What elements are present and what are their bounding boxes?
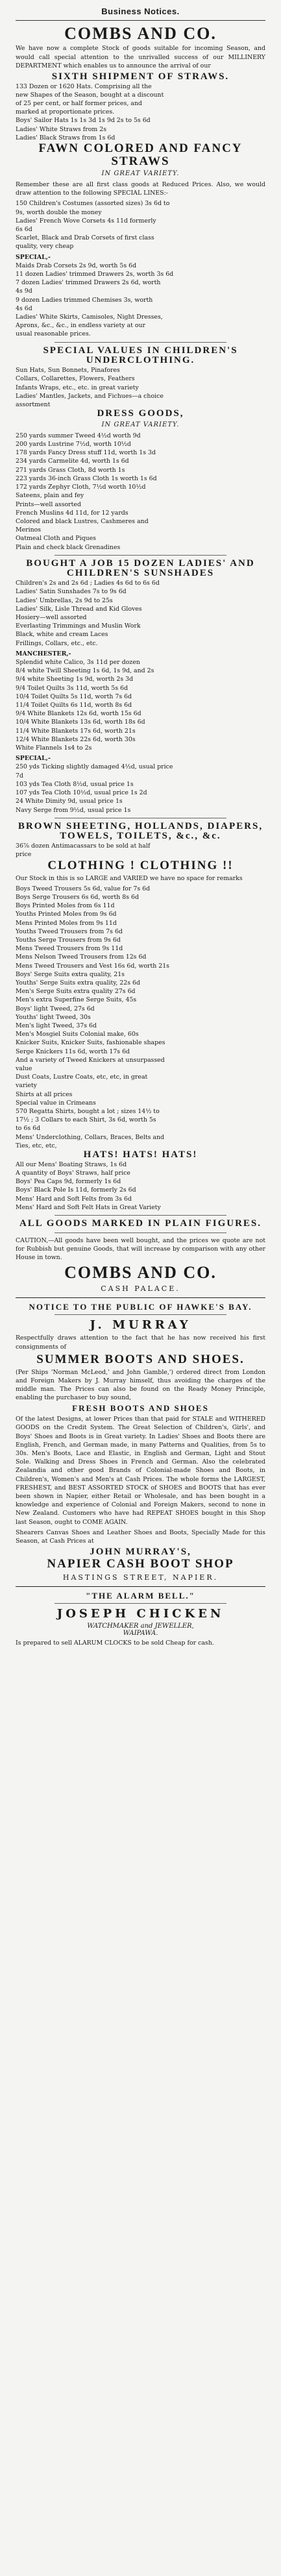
- combs-title: COMBS AND CO.: [64, 24, 217, 43]
- straw-lines: [16, 82, 265, 142]
- list-line: A quantity of Boys' Straws, half price: [16, 1170, 130, 1177]
- list-line: Merinos: [16, 526, 42, 534]
- list-line: Youths Tweed Trousers from 7s 6d: [16, 927, 123, 935]
- list-line: Boys' Pea Caps 9d, formerly 1s 6d: [16, 1178, 121, 1186]
- combs-footer-title: COMBS AND CO.: [64, 1263, 217, 1282]
- list-line: usual reasonable prices.: [16, 330, 91, 338]
- list-line: 8/4 white Twill Sheeting 1s 6d, 1s 9d, and 2s: [16, 667, 154, 675]
- list-line: Ladies' Umbrellas, 2s 9d to 25s: [16, 596, 113, 604]
- list-line: Boys' light Tweed, 27s 6d: [16, 1005, 95, 1012]
- list-line: assortment: [16, 400, 51, 408]
- murray-advertisement: [16, 1303, 265, 1582]
- special1-lines: [16, 262, 265, 339]
- list-line: Aprons, &c., &c., in endless variety at our: [16, 322, 145, 330]
- list-line: Infants Wraps, etc., etc. in great variety: [16, 384, 139, 391]
- values-lines: [16, 366, 265, 409]
- list-line: Ties, etc, etc,: [16, 1142, 57, 1149]
- alarm-trade: WATCHMAKER and JEWELLER,: [87, 1623, 194, 1630]
- list-line: Mens' Hard and Soft Felt Hats in Great Variety: [16, 1203, 161, 1211]
- list-line: Ladies' French Wove Corsets 4s 11d formerly: [16, 217, 156, 225]
- list-line: Splendid white Calico, 3s 11d per dozen: [16, 659, 140, 667]
- list-line: Youths' Serge Suits extra quality, 22s 6d: [16, 979, 140, 987]
- list-line: White Flannels 1s4 to 2s: [16, 744, 92, 752]
- list-line: Sun Hats, Sun Bonnets, Pinafores: [16, 367, 120, 374]
- hats-title: HATS! HATS! HATS!: [83, 1149, 198, 1160]
- list-line: 250 yds Ticking slightly damaged 4½d, usual price: [16, 763, 173, 771]
- list-line: Ladies' Satin Sunshades 7s to 9s 6d: [16, 588, 127, 596]
- list-line: 10/4 Toilet Quilts 5s 11d, worth 7s 6d: [16, 693, 132, 700]
- list-line: of 25 per cent, or half former prices, and: [16, 100, 142, 108]
- list-line: 223 yards 36-inch Grass Cloth 1s worth 1s 6d: [16, 474, 157, 482]
- alarm-place: WAIPAWA.: [123, 1630, 158, 1638]
- values-title: SPECIAL VALUES IN CHILDREN'S UNDERCLOTHING.: [43, 345, 238, 366]
- list-line: Men's extra Superfine Serge Suits, 45s: [16, 996, 137, 1004]
- section-header: Business Notices.: [16, 6, 265, 21]
- list-line: Boys Tweed Trousers 5s 6d, value for 7s 6d: [16, 885, 151, 892]
- list-line: 36⅞ dozen Antimacassars to be sold at half: [16, 842, 151, 850]
- list-line: Scarlet, Black and Drab Corsets of first class: [16, 234, 154, 242]
- list-line: Mens Printed Moles from 9s 11d: [16, 919, 117, 927]
- alarm-name: JOSEPH CHICKEN: [56, 1607, 225, 1621]
- list-line: Collars, Collarettes, Flowers, Feathers: [16, 375, 135, 383]
- advert-divider: [16, 1297, 265, 1298]
- list-line: 9/4 Toilet Quilts 3s 11d, worth 5s 6d: [16, 684, 128, 692]
- list-line: 250 yards summer Tweed 4½d worth 9d: [16, 432, 141, 439]
- list-line: Youths Printed Moles from 9s 6d: [16, 911, 117, 918]
- list-line: 9/4 white Sheeting 1s 9d, worth 2s 3d: [16, 676, 134, 683]
- clothing-para: Our Stock in this is so LARGE and VARIED we have no space for remarks: [16, 874, 243, 882]
- list-line: 6s 6d: [16, 225, 32, 233]
- combs-footer-subtitle: CASH PALACE.: [101, 1284, 180, 1293]
- straw-title: SIXTH SHIPMENT OF STRAWS.: [51, 71, 230, 82]
- divider: [55, 1314, 226, 1315]
- list-line: Men's light Tweed, 37s 6d: [16, 1022, 97, 1029]
- list-line: Prints—well assorted: [16, 500, 81, 508]
- list-line: quality, very cheap: [16, 243, 74, 251]
- list-line: Serge Knickers 11s 6d, worth 17s 6d: [16, 1048, 130, 1055]
- list-line: French Muslins 4d 11d, for 12 yards: [16, 509, 128, 517]
- manchester-lines: [16, 658, 265, 752]
- list-line: Shirts at all prices: [16, 1090, 73, 1098]
- list-line: Navy Serge from 9½d, usual price 1s: [16, 806, 131, 814]
- list-line: 11/4 White Blankets 17s 6d, worth 21s: [16, 727, 136, 735]
- list-line: Men's Serge Suits extra quality 27s 6d: [16, 988, 136, 996]
- divider: [55, 342, 226, 343]
- dress-title: DRESS GOODS,: [97, 408, 184, 419]
- list-line: Colored and black Lustres, Cashmeres and: [16, 517, 149, 525]
- list-line: 24 White Dimity 9d, usual price 1s: [16, 798, 123, 805]
- list-line: 7d: [16, 772, 23, 779]
- list-line: Boys Serge Trousers 6s 6d, worth 8s 6d: [16, 893, 139, 901]
- clothing-title: CLOTHING ! CLOTHING !!: [47, 858, 234, 872]
- combs-advertisement: [16, 25, 265, 1293]
- list-line: Oatmeal Cloth and Piques: [16, 535, 96, 543]
- bought-lines: [16, 579, 265, 648]
- divider: [55, 555, 226, 556]
- shop-line: NAPIER CASH BOOT SHOP: [47, 1556, 234, 1571]
- shop-address: HASTINGS STREET, NAPIER.: [62, 1573, 219, 1582]
- list-line: 12/4 White Blankets 22s 6d, worth 30s: [16, 735, 136, 743]
- list-line: Maids Drab Corsets 2s 9d, worth 5s 6d: [16, 262, 137, 269]
- list-line: Sateens, plain and fey: [16, 492, 84, 500]
- fawn-subtitle: IN GREAT VARIETY.: [101, 169, 180, 177]
- list-line: 9s, worth double the money: [16, 208, 102, 216]
- alarm-advertisement: [16, 1591, 265, 1648]
- list-line: 570 Regatta Shirts, bought a lot ; sizes 14½ to: [16, 1108, 160, 1116]
- list-line: variety: [16, 1082, 37, 1090]
- caution-text: CAUTION,—All goods have been well bought, and the prices we quote are not for Rubbish but genuine Goods, that will increase by comparison with any other House in town.: [16, 1236, 265, 1262]
- list-line: 11 dozen Ladies' trimmed Drawers 2s, worth 3s 6d: [16, 270, 174, 278]
- list-line: Frillings, Collars, etc., etc.: [16, 639, 98, 647]
- fawn-lines: [16, 199, 265, 251]
- fawn-title: FAWN COLORED AND FANCY STRAWS: [38, 141, 243, 169]
- alarm-title: "THE ALARM BELL.": [86, 1590, 195, 1601]
- dress-subtitle: IN GREAT VARIETY.: [101, 421, 180, 428]
- list-line: Ladies' White Skirts, Camisoles, Night Dresses,: [16, 313, 163, 321]
- combs-intro: We have now a complete Stock of goods suitable for incoming Season, and would call special attention to the unrivalled success of our MILLINERY DEPARTMENT which enables us to announce the arrival of our: [16, 45, 265, 69]
- list-line: 107 yds Tea Cloth 10½d, usual price 1s 2d: [16, 789, 147, 797]
- special1-label: SPECIAL,-: [16, 253, 51, 261]
- list-line: Ladies' Silk, Lisle Thread and Kid Gloves: [16, 605, 142, 613]
- list-line: Men's Mosgiel Suits Colonial make, 60s: [16, 1031, 139, 1038]
- dress-lines: [16, 432, 265, 552]
- list-line: Youths Serge Trousers from 9s 6d: [16, 936, 121, 944]
- list-line: 271 yards Grass Cloth, 8d worth 1s: [16, 466, 125, 474]
- list-line: marked at proportionate prices.: [16, 108, 115, 116]
- notice-title: NOTICE TO THE PUBLIC OF HAWKE'S BAY.: [29, 1301, 252, 1312]
- list-line: 10/4 White Blankets 13s 6d, worth 18s 6d: [16, 718, 145, 726]
- list-line: 133 Dozen or 1620 Hats. Comprising all the: [16, 82, 152, 90]
- fresh-title: FRESH BOOTS AND SHOES: [72, 1403, 209, 1414]
- list-line: 200 yards Lustrine 7½d, worth 10½d: [16, 441, 131, 448]
- list-line: Plain and check black Grenadines: [16, 543, 121, 551]
- list-line: 172 yards Zephyr Cloth, 7½d worth 10½d: [16, 484, 146, 491]
- brown-title: BROWN SHEETING, HOLLANDS, DIAPERS, TOWELS, TOILETS, &c., &c.: [18, 820, 263, 842]
- list-line: Special value in Crimeans: [16, 1099, 96, 1107]
- list-line: Everlasting Trimmings and Muslin Work: [16, 622, 141, 630]
- marked-title: ALL GOODS MARKED IN PLAIN FIGURES.: [19, 1218, 262, 1229]
- shop-name: JOHN MURRAY'S,: [90, 1547, 191, 1558]
- list-line: Mens Tweed Trousers and Vest 16s 6d, worth 21s: [16, 962, 169, 970]
- list-line: Mens' Hard and Soft Felts from 3s 6d: [16, 1195, 132, 1203]
- list-line: 178 yards Fancy Dress stuff 11d, worth 1s 3d: [16, 449, 156, 457]
- murray-para3: Of the latest Designs, at lower Prices than that paid for STALE and WITHERED GOODS on the Credit System. The Great Selection of Children's, Girls', and Boys' Shoes and Boots is in Great variety. In Ladies' Shoes and Boots there are English, French, and German made, in many Patterns and Qualities, from 5s to 30s. Men's Boots, Lace and Elastic, in English and German, Light and Stout Sole. Walking and Dress Shoes in French and German. Also the celebrated Zealandia and other good Brands of Colonial-made Shoes and Boots, in Children's, Women's and Men's at Cash Prices. The whole forms the LARGEST, FRESHEST, and BEST ASSORTED STOCK of SHOES and BOOTS that has ever been shown in Napier, either Retail or Wholesale, and has been bought in a knowledge and experience of Colonial and Foreign Makers, second to none in New Zealand. Customers who have had REPEAT SHOES bought in this Shop last Season, ought to COME AGAIN.: [16, 1416, 265, 1526]
- list-line: Mens Nelson Tweed Trousers from 12s 6d: [16, 953, 147, 961]
- list-line: Mens' Underclothing, Collars, Braces, Belts and: [16, 1133, 165, 1141]
- list-line: 9/4 White Blankets 12s 6d, worth 15s 6d: [16, 710, 141, 718]
- advert-divider: [16, 1586, 265, 1587]
- list-line: Black, white and cream Laces: [16, 631, 108, 639]
- list-line: 9 dozen Ladies trimmed Chemises 3s, worth: [16, 296, 153, 304]
- boots-title: SUMMER BOOTS AND SHOES.: [36, 1352, 245, 1366]
- divider: [55, 1215, 226, 1216]
- list-line: Ladies' Black Straws from 1s 6d: [16, 134, 116, 141]
- manchester-label: MANCHESTER,-: [16, 650, 71, 657]
- list-line: All our Mens' Boating Straws, 1s 6d: [16, 1160, 127, 1168]
- fawn-para: Remember these are all first class goods at Reduced Prices. Also, we would draw attention to the following SPECIAL LINES:-: [16, 180, 265, 197]
- hats-lines: [16, 1160, 265, 1212]
- list-line: price: [16, 851, 32, 859]
- list-line: Ladies' White Straws from 2s: [16, 125, 107, 133]
- list-line: 11/4 Toilet Quilts 6s 11d, worth 8s 6d: [16, 702, 132, 709]
- list-line: Hosiery—well assorted: [16, 614, 87, 622]
- special2-lines: [16, 763, 265, 814]
- murray-para1: Respectfully draws attention to the fact that he has now received his first consignments of: [16, 1334, 265, 1351]
- list-line: Boys' Serge Suits extra quality, 21s: [16, 970, 125, 978]
- list-line: Mens Tweed Trousers from 9s 11d: [16, 945, 123, 953]
- divider: [55, 1603, 226, 1604]
- bought-title: BOUGHT A JOB 15 DOZEN LADIES' AND CHILDREN'S SUNSHADES: [26, 558, 255, 579]
- murray-name: J. MURRAY: [90, 1318, 191, 1332]
- list-line: Boys' Black Pole Is 11d, formerly 2s 6d: [16, 1186, 136, 1194]
- list-line: 4s 6d: [16, 304, 32, 312]
- alarm-para: Is prepared to sell ALARUM CLOCKS to be sold Cheap for cash.: [16, 1639, 214, 1647]
- list-line: Boys' Sailor Hats 1s 1s 3d 1s 9d 2s to 5s 6d: [16, 117, 151, 125]
- list-line: 7 dozen Ladies' trimmed Drawers 2s 6d, worth: [16, 279, 161, 287]
- murray-para4: Shearers Canvas Shoes and Leather Shoes and Boots, Specially Made for this Season, at Cash Prices at: [16, 1528, 265, 1545]
- list-line: Boys Printed Moles from 6s 11d: [16, 902, 115, 910]
- list-line: 4s 9d: [16, 288, 32, 295]
- clothing-lines: [16, 885, 265, 1150]
- list-line: 234 yards Carmelite 4d, worth 1s 6d: [16, 458, 129, 465]
- brown-lines: [16, 842, 265, 859]
- list-line: Ladies' Mantles, Jackets, and Fichues—a choice: [16, 392, 164, 400]
- list-line: new Shapes of the Season, bought at a discount: [16, 91, 164, 99]
- list-line: to 6s 6d: [16, 1125, 41, 1133]
- list-line: 150 Children's Costumes (assorted sizes) 3s 6d to: [16, 200, 170, 208]
- special2-label: SPECIAL,-: [16, 755, 51, 763]
- list-line: Knicker Suits, Knicker Suits, fashionable shapes: [16, 1039, 165, 1047]
- murray-para2: (Per Ships 'Norman McLeod,' and John Gamble,') ordered direct from London and Foreign Makers by J. Murray himself, thus avoiding the charges of the middle man. The Prices can also be found on the Ready Money Principle, enabling the purchaser to buy sound,: [16, 1368, 265, 1402]
- list-line: And a variety of Tweed Knickers at unsurpassed: [16, 1056, 165, 1064]
- list-line: Children's 2s and 2s 6d ; Ladies 4s 6d to 6s 6d: [16, 580, 160, 587]
- list-line: Youths' light Tweed, 30s: [16, 1013, 91, 1021]
- list-line: value: [16, 1065, 32, 1073]
- list-line: 17½ ; 3 Collars to each Shirt, 3s 6d, worth 5s: [16, 1116, 156, 1124]
- list-line: 103 yds Tea Cloth 8½d, usual price 1s: [16, 780, 134, 788]
- list-line: Dust Coats, Lustre Coats, etc, etc, in great: [16, 1073, 148, 1081]
